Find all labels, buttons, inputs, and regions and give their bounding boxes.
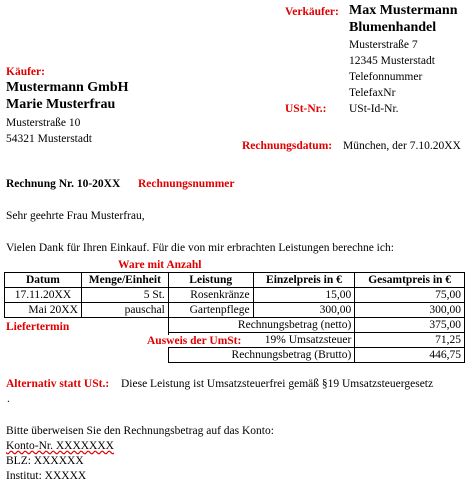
buyer-company: Mustermann GmbH <box>6 80 129 95</box>
table-row <box>5 303 465 318</box>
gross-row <box>5 348 465 363</box>
delivery-annotation: Liefertermin <box>6 321 70 333</box>
seller-street: Musterstraße 7 <box>349 39 418 51</box>
intro-text: Vielen Dank für Ihren Einkauf. Für die von mir erbrachten Leistungen berechne ich: <box>6 242 394 254</box>
alt-text: Diese Leistung ist Umsatzsteuerfrei gemäß §19 Umsatzsteuergesetz <box>121 378 434 390</box>
table-row <box>5 288 465 303</box>
table-header-row <box>5 273 465 288</box>
separator-dot: . <box>7 393 10 405</box>
salutation: Sehr geehrte Frau Musterfrau, <box>6 210 145 222</box>
cell-unit-price: 15,00 <box>253 288 355 303</box>
invoice-table <box>4 272 465 363</box>
seller-phone: Telefonnummer <box>349 71 423 83</box>
bank-institute: Institut: XXXXX <box>6 470 87 482</box>
seller-city: 12345 Musterstadt <box>349 55 435 67</box>
gross-label: Rechnungsbetrag (Brutto) <box>168 348 355 363</box>
buyer-label: Käufer: <box>6 66 45 78</box>
seller-fax: TelefaxNr <box>349 87 396 99</box>
buyer-street: Musterstraße 10 <box>6 117 81 129</box>
seller-name: Max Mustermann <box>349 3 458 18</box>
seller-label: Verkäufer: <box>285 6 339 18</box>
date-label: Rechnungsdatum: <box>242 140 333 152</box>
bank-intro: Bitte überweisen Sie den Rechnungsbetrag auf das Konto: <box>6 425 274 437</box>
date-value: München, der 7.10.20XX <box>343 140 461 152</box>
tax-value: 71,25 <box>355 333 465 348</box>
buyer-person: Marie Musterfrau <box>6 97 116 112</box>
net-value: 375,00 <box>355 318 465 333</box>
goods-annotation: Ware mit Anzahl <box>118 259 202 271</box>
cell-date: 17.11.20XX <box>5 288 82 303</box>
cell-unit-price: 300,00 <box>253 303 355 318</box>
bank-account: Konto-Nr. XXXXXXX <box>6 440 114 452</box>
seller-business: Blumenhandel <box>349 20 437 35</box>
tax-annotation: Ausweis der UmSt: <box>147 335 242 347</box>
cell-total-price: 300,00 <box>355 303 465 318</box>
alt-annotation: Alternativ statt USt.: <box>6 378 110 390</box>
gross-value: 446,75 <box>355 348 465 363</box>
header-quantity: Menge/Einheit <box>81 273 168 288</box>
header-service: Leistung <box>168 273 253 288</box>
cell-quantity: 5 St. <box>81 288 168 303</box>
net-row <box>5 318 465 333</box>
vat-label: USt-Nr.: <box>285 103 327 115</box>
tax-label: 19% Umsatzsteuer <box>168 333 355 348</box>
invoice-title: Rechnung Nr. 10-20XX <box>6 178 121 190</box>
header-unit-price: Einzelpreis in € <box>253 273 355 288</box>
header-total-price: Gesamtpreis in € <box>355 273 465 288</box>
cell-date: Mai 20XX <box>5 303 82 318</box>
bank-blz: BLZ: XXXXXX <box>6 455 84 467</box>
cell-service: Rosenkränze <box>168 288 253 303</box>
invoice-number-annotation: Rechnungsnummer <box>138 178 235 190</box>
cell-service: Gartenpflege <box>168 303 253 318</box>
net-label: Rechnungsbetrag (netto) <box>168 318 355 333</box>
buyer-city: 54321 Musterstadt <box>6 133 92 145</box>
cell-total-price: 75,00 <box>355 288 465 303</box>
cell-quantity: pauschal <box>81 303 168 318</box>
header-date: Datum <box>5 273 82 288</box>
vat-value: USt-Id-Nr. <box>349 103 399 115</box>
